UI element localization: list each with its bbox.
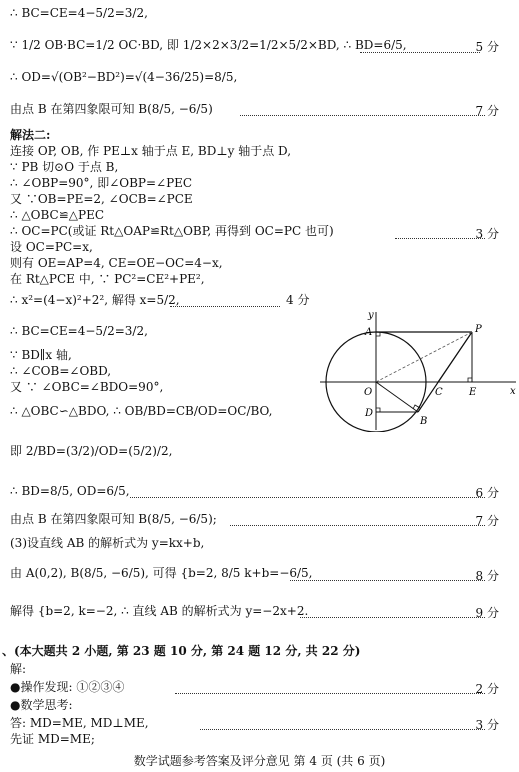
leader-dots	[290, 580, 485, 581]
line-1: ∴ BC=CE=4−5/2=3/2,	[10, 6, 148, 20]
score-7b: 7 分	[475, 514, 499, 528]
score-9: 9 分	[475, 606, 499, 620]
line-4: 由点 B 在第四象限可知 B(8/5, −6/5)	[10, 102, 213, 116]
line-25: 由 A(0,2), B(8/5, −6/5), 可得 {b=2, 8/5 k+b=−6/5,	[10, 566, 313, 580]
leader-dots	[395, 238, 485, 239]
page-footer: 数学试题参考答案及评分意见 第 4 页 (共 6 页)	[133, 754, 386, 768]
line-15: ∴ x²=(4−x)²+2², 解得 x=5/2,	[10, 293, 180, 307]
segment-ob	[376, 382, 418, 412]
line-9: 又 ∵OB=PE=2, ∠OCB=∠PCE	[10, 192, 193, 206]
label-e: E	[469, 387, 477, 398]
label-a: A	[365, 327, 373, 338]
line-16: ∴ BC=CE=4−5/2=3/2,	[10, 324, 148, 338]
line-11: ∴ OC=PC(或证 Rt△OAP≌Rt△OBP, 再得到 OC=PC 也可)	[10, 224, 334, 238]
segment-op	[376, 332, 472, 382]
line-18: ∴ ∠COB=∠OBD,	[10, 364, 112, 378]
leader-dots	[360, 52, 480, 53]
label-c: C	[435, 387, 443, 398]
line-3: ∴ OD=√(OB²−BD²)=√(4−36/25)=8/5,	[10, 70, 238, 84]
leader-dots	[175, 693, 485, 694]
line-31: 答: MD=ME, MD⊥ME,	[10, 716, 149, 730]
line-14: 在 Rt△PCE 中, ∵ PC²=CE²+PE²,	[10, 272, 205, 286]
line-6: 连接 OP, OB, 作 PE⊥x 轴于点 E, BD⊥y 轴于点 D,	[10, 144, 292, 158]
score-8: 8 分	[475, 569, 499, 583]
leader-dots	[130, 497, 485, 498]
right-angle-mark	[468, 378, 472, 382]
score-6: 6 分	[475, 486, 499, 500]
score-3: 3 分	[475, 227, 499, 241]
score-3b: 3 分	[475, 718, 499, 732]
line-17: ∵ BD∥x 轴,	[10, 348, 72, 362]
geometry-diagram	[318, 308, 518, 432]
leader-dots	[170, 306, 280, 307]
score-7: 7 分	[475, 104, 499, 118]
line-10: ∴ △OBC≌△PEC	[10, 208, 105, 222]
line-7: ∵ PB 切⊙O 于点 B,	[10, 160, 119, 174]
label-x: x	[510, 386, 516, 397]
label-d: D	[365, 408, 374, 419]
score-2: 2 分	[475, 682, 499, 696]
label-y: y	[368, 310, 374, 321]
score-4: 4 分	[286, 293, 310, 307]
line-19: 又 ∵ ∠OBC=∠BDO=90°,	[10, 380, 164, 394]
label-o: O	[364, 387, 373, 398]
line-21: 即 2/BD=(3/2)/OD=(5/2)/2,	[10, 444, 173, 458]
line-23: 由点 B 在第四象限可知 B(8/5, −6/5);	[10, 512, 217, 526]
line-30: ●数学思考:	[10, 698, 73, 712]
line-8: ∴ ∠OBP=90°, 即∠OBP=∠PEC	[10, 176, 193, 190]
label-b: B	[420, 416, 428, 427]
leader-dots	[200, 729, 485, 730]
line-32: 先证 MD=ME;	[10, 732, 95, 746]
line-13: 则有 OE=AP=4, CE=OE−OC=4−x,	[10, 256, 223, 270]
score-5: 5 分	[475, 40, 499, 54]
leader-dots	[300, 617, 485, 618]
line-28: 解:	[10, 662, 27, 676]
right-angle-mark	[376, 408, 380, 412]
line-29: ●操作发现: ①②③④	[10, 680, 125, 694]
label-p: P	[475, 324, 482, 335]
leader-dots	[230, 525, 485, 526]
line-2: ∵ 1/2 OB·BC=1/2 OC·BD, 即 1/2×2×3/2=1/2×5/2×BD, ∴ BD=6/5,	[10, 38, 407, 52]
line-20: ∴ △OBC∽△BDO, ∴ OB/BD=CB/OD=OC/BO,	[10, 404, 273, 418]
line-5: 解法二:	[10, 128, 51, 142]
line-24: (3)设直线 AB 的解析式为 y=kx+b,	[10, 536, 205, 550]
line-26: 解得 {b=2, k=−2, ∴ 直线 AB 的解析式为 y=−2x+2.	[10, 604, 309, 618]
line-12: 设 OC=PC=x,	[10, 240, 93, 254]
segment-pc	[438, 332, 472, 382]
line-22: ∴ BD=8/5, OD=6/5,	[10, 484, 130, 498]
leader-dots	[240, 115, 485, 116]
section-header: 、(本大题共 2 小题, 第 23 题 10 分, 第 24 题 12 分, 共 22 分)	[2, 644, 361, 658]
